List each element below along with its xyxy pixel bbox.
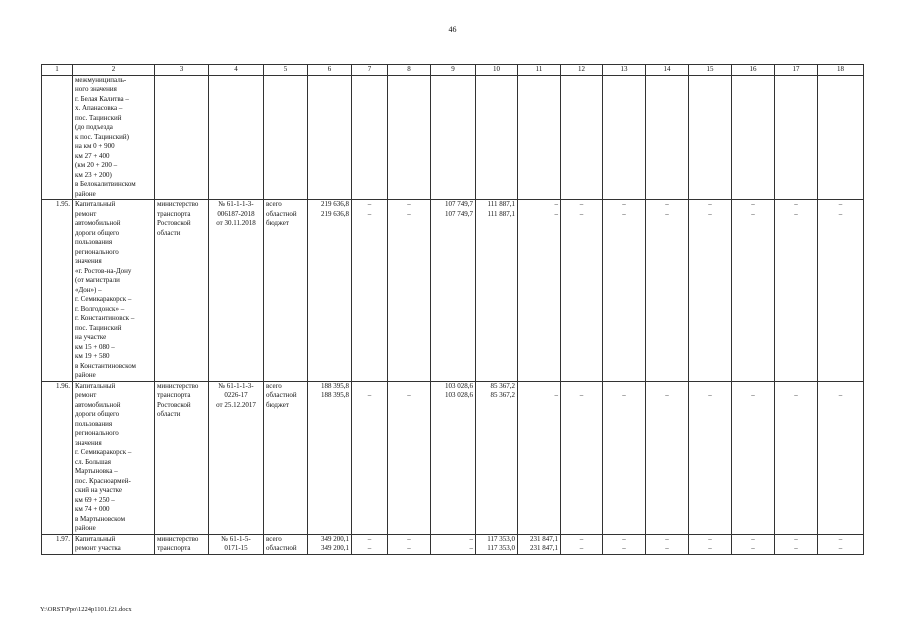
file-path-footer: Y:\ORST\Ppo\1224p1101.f21.docx bbox=[40, 606, 132, 613]
row-number bbox=[42, 75, 73, 200]
amount-cell-line: – bbox=[794, 544, 798, 552]
amount-cell bbox=[818, 75, 864, 200]
object-name-cell-line: (до подъезда bbox=[75, 123, 113, 131]
amount-cell bbox=[689, 534, 732, 554]
amount-cell-line: – bbox=[622, 544, 626, 552]
amount-cell bbox=[388, 75, 431, 200]
amount-cell bbox=[818, 534, 864, 554]
amount-cell-line: 349 200,1 bbox=[321, 534, 349, 543]
amount-cell bbox=[308, 200, 352, 382]
amount-cell-line: 107 749,7 bbox=[445, 200, 473, 208]
object-name-cell-line: г. Семикаракорск – bbox=[75, 448, 132, 456]
amount-cell-line: 111 887,1 bbox=[487, 209, 515, 218]
amount-cell-line: 85 367,2 bbox=[490, 381, 515, 390]
object-name-cell bbox=[73, 75, 155, 200]
amount-cell bbox=[775, 75, 818, 200]
object-name-cell-line: на участке bbox=[75, 333, 107, 341]
table-body bbox=[42, 65, 864, 555]
object-name-cell-line: ремонт bbox=[75, 209, 97, 218]
amount-cell bbox=[732, 381, 775, 534]
amount-cell-line: 111 887,1 bbox=[487, 200, 515, 208]
amount-cell-line: – bbox=[838, 209, 843, 218]
amount-cell-line: – bbox=[665, 534, 669, 543]
column-number-cell: 4 bbox=[209, 65, 264, 76]
amount-cell bbox=[308, 381, 352, 534]
amount-cell-line: – bbox=[751, 534, 755, 543]
amount-cell bbox=[603, 534, 646, 554]
amount-cell bbox=[431, 75, 476, 200]
object-name-cell-line: на км 0 + 900 bbox=[75, 142, 115, 150]
amount-cell-line: – bbox=[794, 534, 798, 543]
object-name-cell bbox=[73, 534, 155, 554]
amount-cell-line: 107 749,7 bbox=[445, 209, 473, 218]
contract-cell-line: 0171-15 bbox=[224, 544, 248, 552]
amount-cell bbox=[646, 200, 689, 382]
object-name-cell-line: пользования bbox=[75, 419, 113, 428]
amount-cell bbox=[818, 200, 864, 382]
object-name-cell-line: значения bbox=[75, 257, 102, 265]
amount-cell-line: – bbox=[622, 534, 626, 543]
customer-cell-line: транспорта bbox=[157, 544, 191, 552]
customer-cell-line: Ростовской bbox=[157, 400, 191, 409]
object-name-cell-line: Капитальный bbox=[75, 381, 116, 390]
column-number-cell: 15 bbox=[689, 65, 732, 76]
object-name-cell-line: дороги общего bbox=[75, 228, 120, 237]
amount-cell-line: – bbox=[367, 209, 372, 218]
column-number-cell: 2 bbox=[73, 65, 155, 76]
amount-cell-line: 85 367,2 bbox=[490, 391, 515, 399]
customer-cell-line: министерство bbox=[157, 381, 199, 390]
amount-cell-line: 349 200,1 bbox=[321, 544, 349, 552]
amount-cell-line: – bbox=[622, 209, 626, 218]
amount-cell bbox=[689, 200, 732, 382]
amount-cell-line: – bbox=[579, 200, 584, 208]
amount-cell-line: – bbox=[622, 391, 626, 399]
object-name-cell-line: ного значения bbox=[75, 85, 117, 93]
amount-cell-line bbox=[354, 382, 385, 392]
object-name-cell-line: регионального bbox=[75, 247, 119, 256]
amount-cell bbox=[603, 200, 646, 382]
amount-cell bbox=[732, 200, 775, 382]
amount-cell bbox=[518, 534, 561, 554]
amount-cell-line: – bbox=[838, 200, 843, 208]
table-row bbox=[42, 534, 864, 554]
budget-table bbox=[41, 64, 864, 555]
object-name-cell-line: значения bbox=[75, 438, 102, 447]
column-number-cell: 13 bbox=[603, 65, 646, 76]
amount-cell-line bbox=[734, 382, 772, 392]
column-number-cell: 18 bbox=[818, 65, 864, 76]
amount-cell-line: – bbox=[665, 544, 669, 552]
amount-cell bbox=[388, 534, 431, 554]
amount-cell-line: – bbox=[407, 544, 411, 552]
amount-cell-line: – bbox=[579, 544, 584, 552]
amount-cell-line: – bbox=[751, 209, 755, 218]
contract-cell-line: от 25.12.2017 bbox=[216, 400, 256, 409]
object-name-cell-line: Мартыновка – bbox=[75, 467, 118, 475]
object-name-cell bbox=[73, 381, 155, 534]
customer-cell bbox=[155, 381, 209, 534]
amount-cell bbox=[352, 534, 388, 554]
object-name-cell-line: км 69 + 250 – bbox=[75, 495, 115, 504]
amount-cell-line: – bbox=[794, 200, 798, 208]
amount-cell-line: – bbox=[751, 544, 755, 552]
object-name-cell-line: регионального bbox=[75, 429, 119, 437]
amount-cell-line: – bbox=[407, 534, 411, 543]
customer-cell-line: министерство bbox=[157, 200, 199, 208]
amount-cell-line: 188 395,8 bbox=[321, 391, 349, 399]
object-name-cell-line: районе bbox=[75, 371, 96, 379]
funding-source-cell bbox=[264, 75, 308, 200]
amount-cell bbox=[732, 534, 775, 554]
column-number-cell: 10 bbox=[476, 65, 518, 76]
object-name-cell-line: автомобильной bbox=[75, 219, 121, 227]
amount-cell bbox=[818, 381, 864, 534]
object-name-cell-line: Капитальный bbox=[75, 200, 116, 208]
amount-cell bbox=[476, 75, 518, 200]
object-name-cell-line: пользования bbox=[75, 238, 113, 246]
amount-cell bbox=[518, 381, 561, 534]
funding-source-cell-line: всего bbox=[266, 534, 282, 543]
amount-cell-line: – bbox=[708, 391, 712, 399]
customer-cell-line: министерство bbox=[157, 534, 199, 543]
contract-cell-line: № 61-1-5- bbox=[221, 534, 251, 543]
amount-cell bbox=[646, 75, 689, 200]
funding-source-cell-line: бюджет bbox=[266, 219, 289, 227]
column-number-cell: 3 bbox=[155, 65, 209, 76]
amount-cell bbox=[476, 534, 518, 554]
object-name-cell-line: сл. Большая bbox=[75, 457, 111, 466]
amount-cell-line: – bbox=[794, 391, 798, 399]
object-name-cell-line: ремонт bbox=[75, 391, 97, 399]
amount-cell bbox=[561, 534, 603, 554]
amount-cell-line: – bbox=[579, 391, 584, 399]
amount-cell-line bbox=[390, 382, 428, 392]
amount-cell-line: – bbox=[838, 391, 843, 399]
amount-cell-line: 219 636,8 bbox=[321, 209, 349, 218]
amount-cell-line bbox=[520, 382, 558, 392]
object-name-cell-line: г. Семикаракорск – bbox=[75, 295, 132, 303]
column-number-cell: 8 bbox=[388, 65, 431, 76]
column-number-cell: 17 bbox=[775, 65, 818, 76]
column-number-cell: 11 bbox=[518, 65, 561, 76]
customer-cell bbox=[155, 534, 209, 554]
amount-cell bbox=[476, 381, 518, 534]
amount-cell-line: 231 847,1 bbox=[530, 534, 558, 543]
amount-cell-line: – bbox=[708, 200, 712, 208]
object-name-cell-line: ремонт участка bbox=[75, 544, 121, 552]
amount-cell-line: 117 353,0 bbox=[487, 544, 515, 552]
column-number-cell: 9 bbox=[431, 65, 476, 76]
column-number-row bbox=[42, 65, 864, 76]
object-name-cell-line: (от магистрали bbox=[75, 276, 120, 284]
amount-cell bbox=[561, 381, 603, 534]
object-name-cell-line: г. Белая Калитва – bbox=[75, 94, 129, 103]
amount-cell-line: – bbox=[838, 544, 843, 552]
funding-source-cell-line: всего bbox=[266, 381, 282, 390]
object-name-cell-line: км 74 + 000 bbox=[75, 505, 110, 513]
contract-cell bbox=[209, 75, 264, 200]
row-number: 1.95. bbox=[42, 200, 73, 382]
table-row bbox=[42, 75, 864, 200]
amount-cell-line: – bbox=[751, 391, 755, 399]
amount-cell-line bbox=[820, 382, 861, 392]
amount-cell bbox=[518, 75, 561, 200]
amount-cell-line bbox=[691, 382, 729, 392]
amount-cell-line: 188 395,8 bbox=[321, 381, 349, 390]
table-row bbox=[42, 381, 864, 534]
amount-cell-line: 117 353,0 bbox=[487, 534, 515, 543]
object-name-cell-line: «Дон») – bbox=[75, 285, 102, 294]
amount-cell-line: – bbox=[407, 391, 411, 399]
amount-cell-line: 103 028,6 bbox=[445, 381, 473, 390]
object-name-cell-line: км 27 + 400 bbox=[75, 151, 110, 160]
object-name-cell-line: в Мартыновском bbox=[75, 514, 126, 523]
amount-cell bbox=[352, 381, 388, 534]
customer-cell-line: области bbox=[157, 410, 181, 418]
object-name-cell-line: пос. Тацинский bbox=[75, 323, 122, 332]
object-name-cell-line: км 19 + 580 bbox=[75, 352, 110, 360]
amount-cell-line: – bbox=[367, 391, 372, 399]
column-number-cell: 1 bbox=[42, 65, 73, 76]
amount-cell-line: – bbox=[665, 200, 669, 208]
amount-cell-line bbox=[605, 382, 643, 392]
funding-source-cell-line: областной bbox=[266, 391, 297, 399]
amount-cell-line: – bbox=[665, 209, 669, 218]
column-number-cell: 7 bbox=[352, 65, 388, 76]
object-name-cell-line: ский на участке bbox=[75, 486, 122, 494]
column-number-cell: 5 bbox=[264, 65, 308, 76]
amount-cell-line: – bbox=[794, 209, 798, 218]
object-name-cell-line: (км 20 + 200 – bbox=[75, 161, 118, 169]
amount-cell-line bbox=[563, 382, 600, 392]
amount-cell-line: – bbox=[407, 200, 411, 208]
object-name-cell-line: Капитальный bbox=[75, 534, 116, 543]
amount-cell-line: – bbox=[554, 209, 558, 218]
object-name-cell-line: к пос. Тацинский) bbox=[75, 132, 129, 141]
amount-cell bbox=[646, 534, 689, 554]
object-name-cell-line: автомобильной bbox=[75, 400, 121, 409]
amount-cell bbox=[431, 534, 476, 554]
amount-cell bbox=[352, 75, 388, 200]
object-name-cell-line: районе bbox=[75, 524, 96, 532]
contract-cell-line: 006187-2018 bbox=[217, 209, 255, 218]
amount-cell-line: 219 636,8 bbox=[321, 200, 349, 208]
amount-cell bbox=[431, 200, 476, 382]
object-name-cell-line: районе bbox=[75, 189, 96, 198]
object-name-cell-line: пос. Красноармей- bbox=[75, 476, 131, 485]
object-name-cell bbox=[73, 200, 155, 382]
amount-cell-line: – bbox=[708, 534, 712, 543]
funding-source-cell bbox=[264, 381, 308, 534]
amount-cell-line: 103 028,6 bbox=[445, 391, 473, 399]
funding-source-cell-line: всего bbox=[266, 200, 282, 208]
contract-cell-line: 0226-17 bbox=[224, 391, 248, 399]
amount-cell bbox=[689, 75, 732, 200]
amount-cell bbox=[476, 200, 518, 382]
amount-cell-line: – bbox=[708, 209, 712, 218]
amount-cell bbox=[352, 200, 388, 382]
amount-cell-line: – bbox=[469, 544, 473, 552]
page-number: 46 bbox=[448, 25, 457, 34]
amount-cell bbox=[561, 75, 603, 200]
amount-cell bbox=[308, 534, 352, 554]
amount-cell bbox=[646, 381, 689, 534]
amount-cell bbox=[689, 381, 732, 534]
row-number: 1.96. bbox=[42, 381, 73, 534]
amount-cell-line: 231 847,1 bbox=[530, 544, 558, 552]
contract-cell-line: № 61-1-1-3- bbox=[218, 381, 254, 390]
table-row bbox=[42, 200, 864, 382]
object-name-cell-line: км 23 + 200) bbox=[75, 170, 112, 179]
amount-cell bbox=[561, 200, 603, 382]
amount-cell-line: – bbox=[579, 534, 584, 543]
object-name-cell-line: «г. Ростов-на-Дону bbox=[75, 266, 132, 275]
customer-cell bbox=[155, 75, 209, 200]
amount-cell-line: – bbox=[407, 209, 411, 218]
amount-cell-line: – bbox=[708, 544, 712, 552]
amount-cell-line: – bbox=[367, 200, 372, 208]
amount-cell bbox=[431, 381, 476, 534]
object-name-cell-line: в Константиновском bbox=[75, 361, 136, 370]
customer-cell-line: Ростовской bbox=[157, 219, 191, 227]
amount-cell bbox=[308, 75, 352, 200]
customer-cell-line: транспорта bbox=[157, 209, 191, 218]
amount-cell-line: – bbox=[579, 209, 584, 218]
amount-cell bbox=[603, 381, 646, 534]
amount-cell-line: – bbox=[367, 544, 372, 552]
column-number-cell: 12 bbox=[561, 65, 603, 76]
object-name-cell-line: пос. Тацинский bbox=[75, 113, 122, 122]
funding-source-cell-line: областной bbox=[266, 209, 297, 218]
object-name-cell-line: г. Волгодонск» – bbox=[75, 304, 125, 313]
object-name-cell-line: межмуниципаль- bbox=[75, 75, 127, 84]
customer-cell bbox=[155, 200, 209, 382]
amount-cell bbox=[732, 75, 775, 200]
amount-cell bbox=[603, 75, 646, 200]
contract-cell bbox=[209, 534, 264, 554]
amount-cell-line: – bbox=[554, 200, 558, 208]
amount-cell bbox=[388, 381, 431, 534]
customer-cell-line: области bbox=[157, 228, 181, 237]
contract-cell-line: № 61-1-1-3- bbox=[218, 200, 254, 208]
amount-cell-line: – bbox=[554, 391, 558, 399]
funding-source-cell bbox=[264, 200, 308, 382]
amount-cell-line bbox=[648, 382, 686, 392]
funding-source-cell-line: областной bbox=[266, 544, 297, 552]
column-number-cell: 16 bbox=[732, 65, 775, 76]
contract-cell bbox=[209, 381, 264, 534]
amount-cell-line: – bbox=[665, 391, 669, 399]
amount-cell bbox=[775, 534, 818, 554]
amount-cell-line: – bbox=[838, 534, 843, 543]
amount-cell-line bbox=[777, 382, 815, 392]
amount-cell bbox=[388, 200, 431, 382]
amount-cell bbox=[775, 381, 818, 534]
funding-source-cell-line: бюджет bbox=[266, 400, 289, 409]
amount-cell-line: – bbox=[622, 200, 626, 208]
amount-cell-line: – bbox=[751, 200, 755, 208]
column-number-cell: 6 bbox=[308, 65, 352, 76]
object-name-cell-line: дороги общего bbox=[75, 410, 120, 418]
object-name-cell-line: г. Константиновск – bbox=[75, 314, 135, 322]
amount-cell-line: – bbox=[367, 534, 372, 543]
contract-cell-line: от 30.11.2018 bbox=[216, 219, 256, 227]
object-name-cell-line: в Белокалитвинском bbox=[75, 180, 136, 188]
amount-cell bbox=[518, 200, 561, 382]
object-name-cell-line: км 15 + 080 – bbox=[75, 342, 115, 351]
amount-cell-line: – bbox=[469, 534, 473, 543]
funding-source-cell bbox=[264, 534, 308, 554]
row-number: 1.97. bbox=[42, 534, 73, 554]
amount-cell bbox=[775, 200, 818, 382]
customer-cell-line: транспорта bbox=[157, 391, 191, 399]
object-name-cell-line: х. Апанасовка – bbox=[75, 104, 123, 112]
contract-cell bbox=[209, 200, 264, 382]
column-number-cell: 14 bbox=[646, 65, 689, 76]
